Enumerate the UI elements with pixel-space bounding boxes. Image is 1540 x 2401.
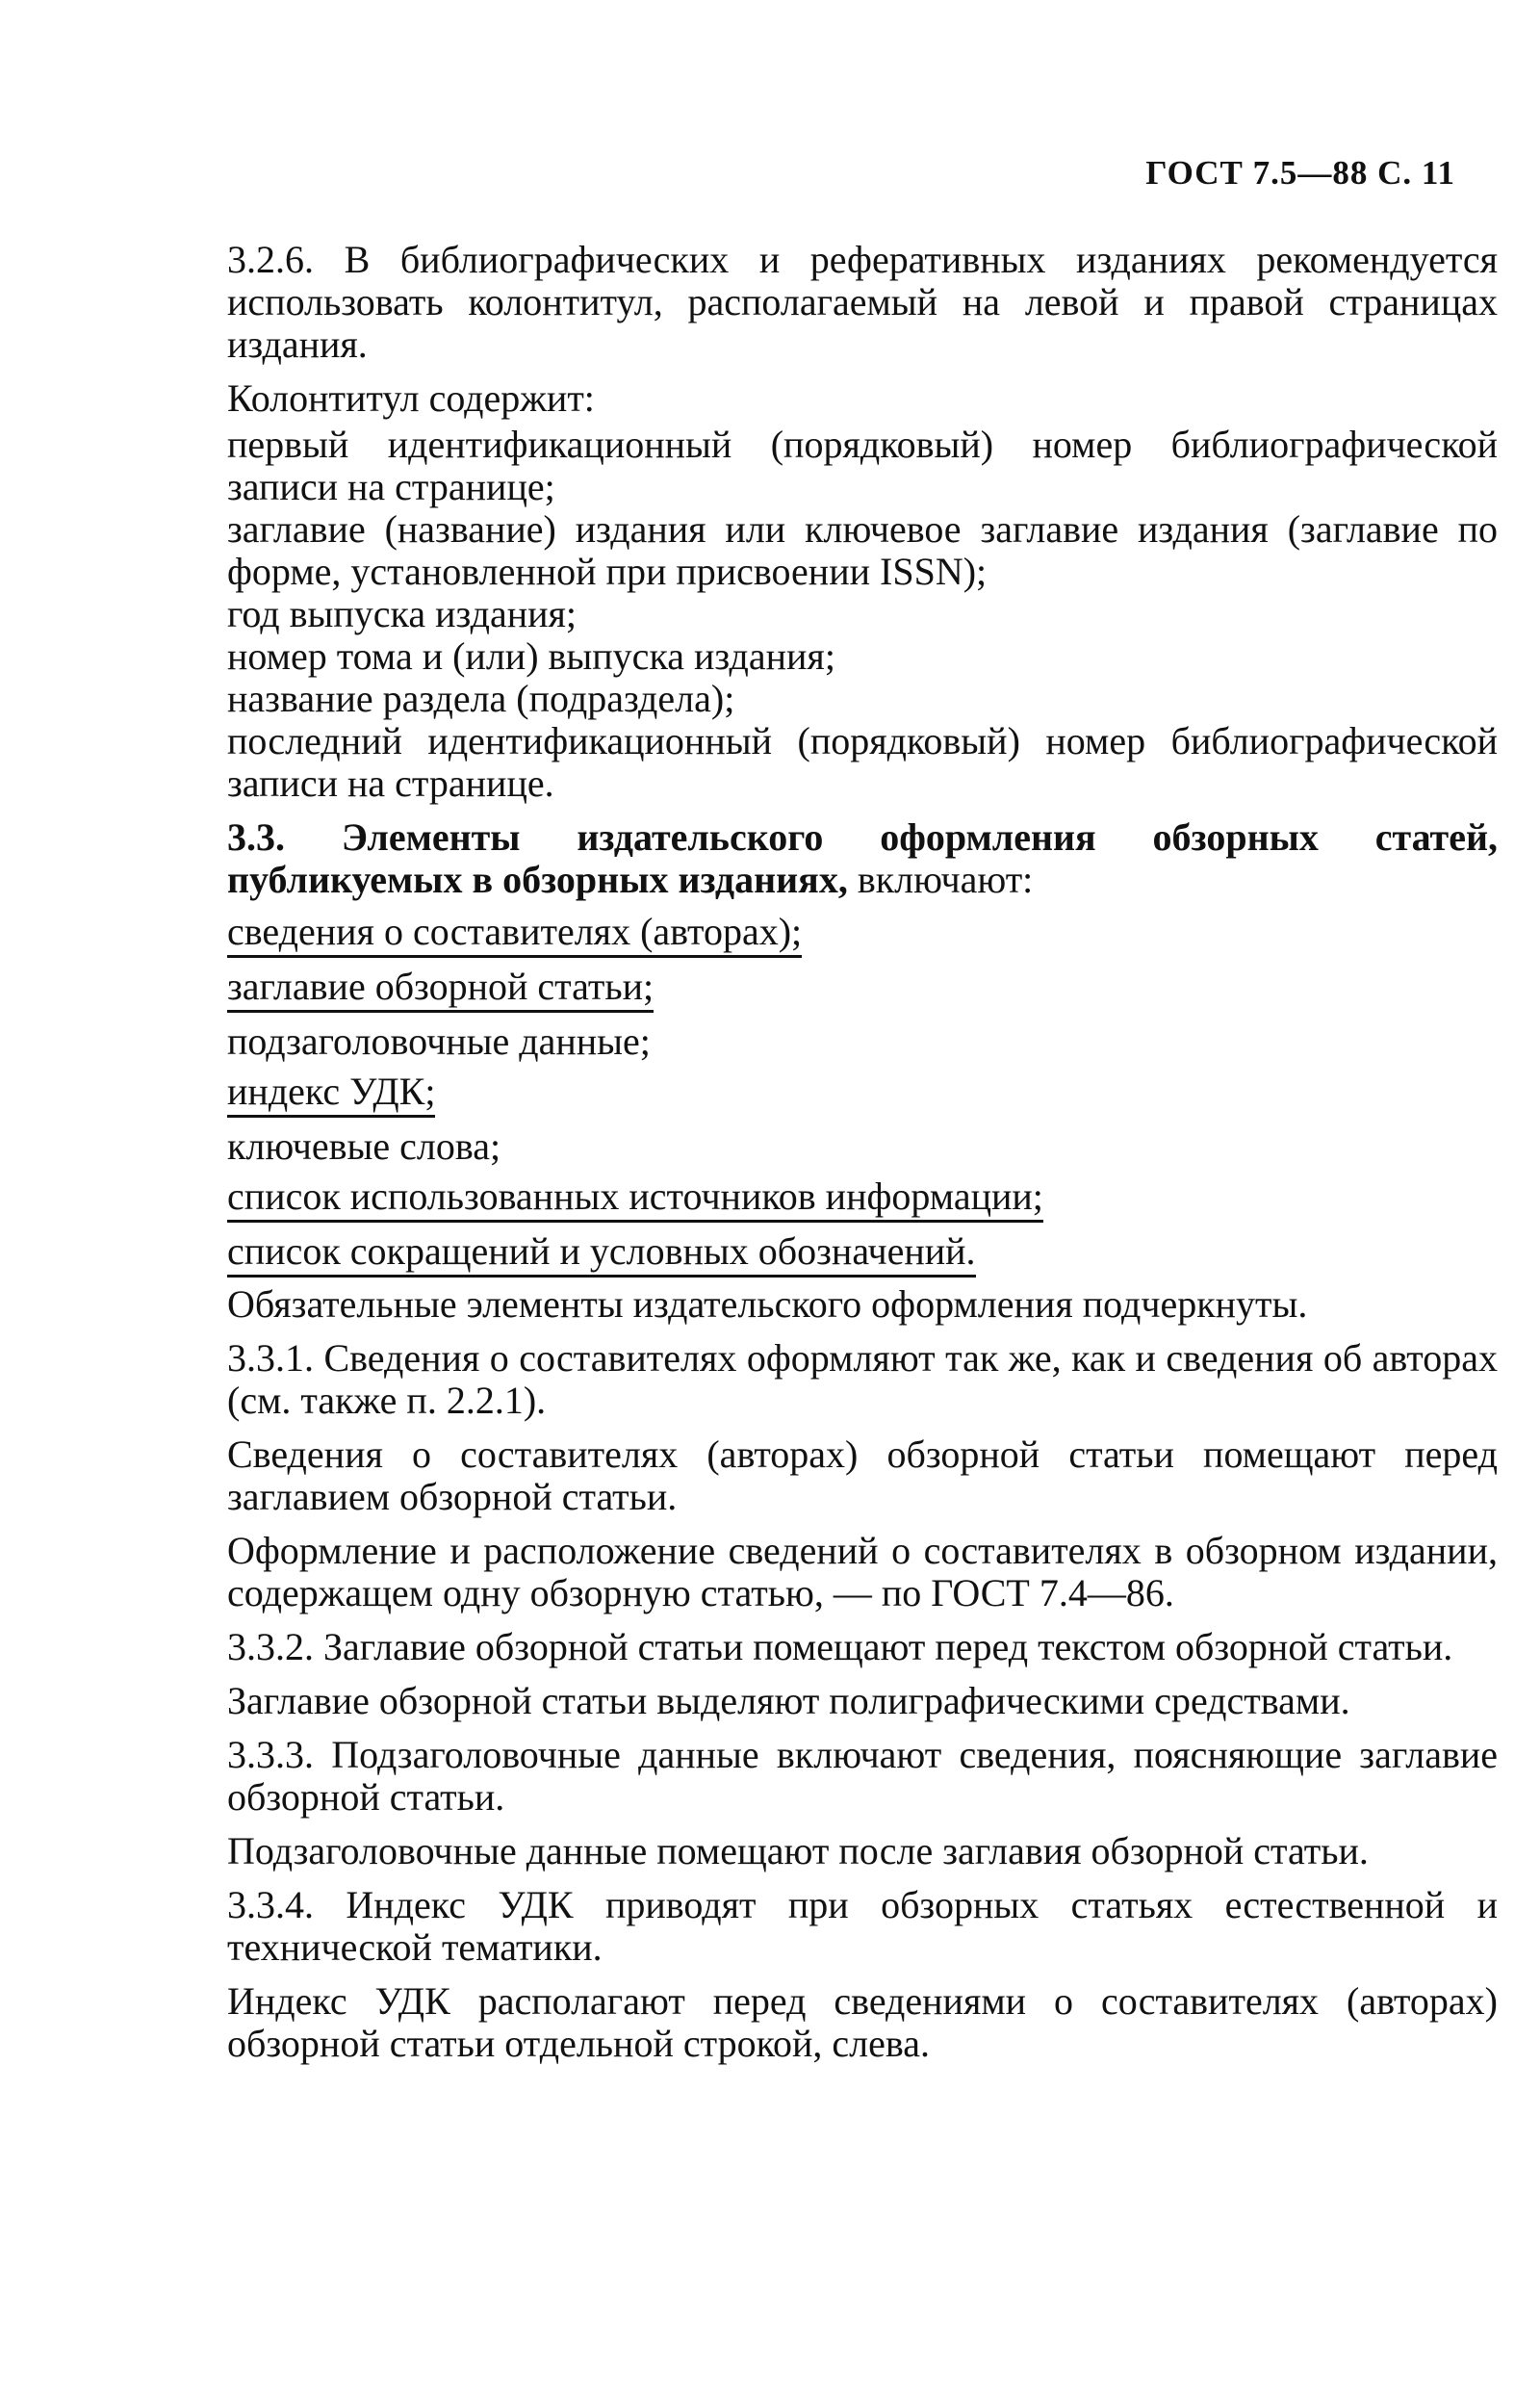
list-item-underlined: заглавие обзорной статьи; [227,966,654,1013]
list-item: первый идентификационный (порядковый) номер библиографической записи на странице; [227,423,1498,508]
paragraph-3-3-1-c: Оформление и расположение сведений о составителях в обзорном издании, содержащем одну обзорную статью, — по ГОСТ 7.4—86. [227,1529,1498,1614]
kolontitul-intro: Колонтитул содержит: [227,376,595,420]
list-item: год выпуска издания; [227,592,578,635]
list-item: номер тома и (или) выпуска издания; [227,634,835,678]
paragraph-3-3-2-b: Заглавие обзорной статьи выделяют полиграфическими средствами. [227,1679,1350,1722]
list-item-underlined: индекс УДК; [227,1071,435,1118]
list-item: заглавие (название) издания или ключевое заглавие издания (заглавие по форме, установленной при присвоении ISSN); [227,507,1498,593]
list-item: подзаголовочные данные; [227,1020,651,1063]
list-item-underlined: сведения о составителях (авторах); [227,911,802,958]
paragraph-3-3-rest: включают: [847,858,1034,901]
list-item: ключевые слова; [227,1124,501,1168]
page-header: ГОСТ 7.5—88 С. 11 [1145,154,1455,192]
list-item: название раздела (подраздела); [227,677,735,720]
paragraph-3-3-heading: 3.3. Элементы издательского оформления обзорных статей, публикуемых в обзорных изданиях, [227,815,1498,901]
paragraph-3-3-3-b: Подзаголовочные данные помещают после заглавия обзорной статьи. [227,1829,1369,1872]
kolontitul-list [227,424,1498,805]
paragraph-3-2-6: 3.2.6. В библиографических и реферативных изданиях рекомендуется использовать колонтитул, располагаемый на левой и правой страницах издания. [227,238,1498,366]
paragraph-3-3-4: 3.3.4. Индекс УДК приводят при обзорных статьях естественной и технической тематики. [227,1883,1498,1969]
list-item-underlined: список сокращений и условных обозначений. [227,1230,976,1278]
note-underlined: Обязательные элементы издательского оформления подчеркнуты. [227,1282,1308,1326]
paragraph-3-3-1: 3.3.1. Сведения о составителях оформляют так же, как и сведения об авторах (см. также п. 2.2.1). [227,1336,1498,1422]
elements-list [227,909,1498,1283]
document-body [227,239,1498,2077]
paragraph-3-3 [227,816,1498,901]
paragraph-3-3-1-b: Сведения о составителях (авторах) обзорной статьи помещают перед заглавием обзорной статьи. [227,1433,1498,1518]
paragraph-3-3-3: 3.3.3. Подзаголовочные данные включают сведения, поясняющие заглавие обзорной статьи. [227,1733,1498,1819]
paragraph-3-3-4-b: Индекс УДК располагают перед сведениями о составителях (авторах) обзорной статьи отдельной строкой, слева. [227,1979,1498,2065]
list-item-underlined: список использованных источников информации; [227,1175,1043,1223]
list-item: последний идентификационный (порядковый) номер библиографической записи на странице. [227,719,1498,805]
paragraph-3-3-2: 3.3.2. Заглавие обзорной статьи помещают перед текстом обзорной статьи. [227,1625,1453,1668]
